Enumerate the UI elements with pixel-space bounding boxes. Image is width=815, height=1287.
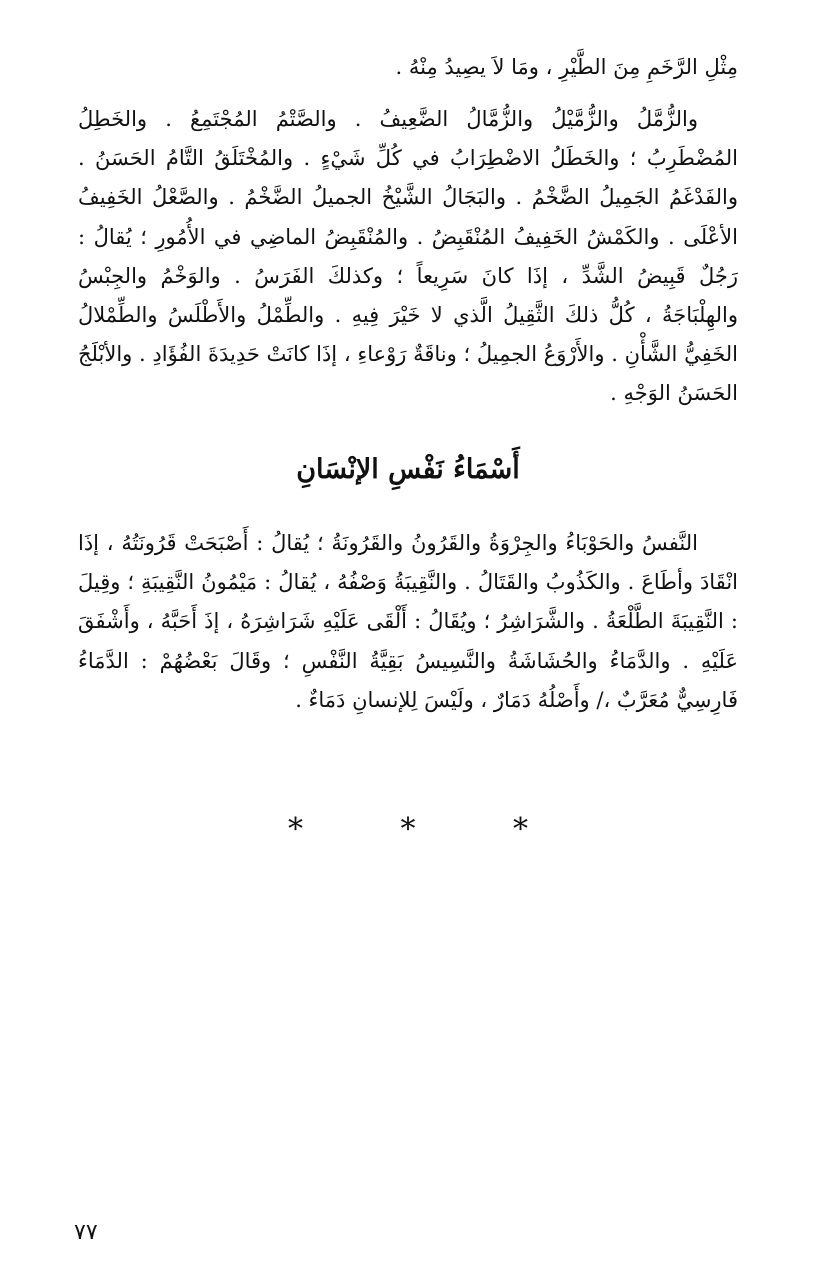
section-separator: * * *	[287, 812, 573, 847]
opening-line	[78, 48, 738, 87]
adjectives-paragraph-text: والزُّمَّلُ والزُّمَّيْلُ والزُّمَّالُ الضَّعِيفُ . والصَّتْمُ المُجْتَمِعُ . والخَطِلُ المُضْطَرِبُ ؛ والخَطَلُ الاضْطِرَابُ في كُلِّ شَيْءٍ . والمُخْتَلَقُ التَّامُ الحَسَنُ . والفَدْغَمُ الجَمِيلُ الضَّخْمُ . والبَجَالُ الشَّيْخُ الجميلُ الضَّخْمُ . والصَّعْلُ الخَفِيفُ الأعْلَى . والكَمْشُ الخَفِيفُ المُنْقَبِضُ . والمُنْقَبِضُ الماضِي في الأُمُورِ ؛ يُقالُ : رَجُلٌ قَبِيضُ الشَّدِّ ، إذَا كانَ سَرِيعاً ؛ وكذلكَ الفَرَسُ . والوَخْمُ والجِبْسُ والهِلْبَاجَةُ ، كُلُّ ذلكَ الثَّقِيلُ الَّذي لا خَيْرَ فِيهِ . والطِّمْلُ والأَطْلَسُ والطِّمْلالُ الخَفِيُّ الشَّأْنِ . والأَرْوَعُ الجمِيلُ ؛ وناقَةٌ رَوْعاءِ ، إذَا كانَتْ حَدِيدَةَ الفُؤَادِ . والأبْلَجُ الحَسَنُ الوَجْهِ .	[78, 107, 738, 406]
opening-line-text: مِثْلِ الرَّخَمِ مِنَ الطَّيْرِ ، ومَا لاَ يصِيدُ مِنْهُ .	[395, 55, 738, 79]
soul-names-paragraph	[78, 524, 738, 720]
soul-names-paragraph-text: النَّفسُ والحَوْبَاءُ والجِرْوَةُ والقَرُونُ والقَرُونَةُ ؛ يُقالُ : أَصْبَحَتْ قَرُونَتُهُ ، إذَا انْقَادَ وأطَاعَ . والكَذُوبُ والقَتَالُ . والنَّقِيبَةُ وَصْفُهُ ، يُقالُ : مَيْمُونُ النَّقِيبَةِ ؛ وقِيلَ : النَّقِيبَةَ الطَّلْعَةُ . والشَّرَاشِرُ ؛ ويُقَالُ : أَلْقَى عَلَيْهِ شَرَاشِرَهُ ، إذَ أَحَبَّهُ ، وأَشْفَقَ عَلَيْهِ . والدَّمَاءُ والحُشَاشَةُ والنَّسِيسُ بَقِيَّةُ النَّفْسِ ؛ وقَالَ بَعْضُهُمْ : الدَّمَاءُ فَارِسِيٌّ مُعَرَّبٌ ،/ وأَصْلُهُ دَمَارٌ ، ولَيْسَ لِلإنسانِ دَمَاءٌ .	[78, 531, 738, 712]
section-title: أَسْمَاءُ نَفْسِ الإنْسَانِ	[296, 454, 520, 485]
adjectives-paragraph	[78, 100, 738, 414]
page-number: ٧٧	[74, 1220, 98, 1245]
